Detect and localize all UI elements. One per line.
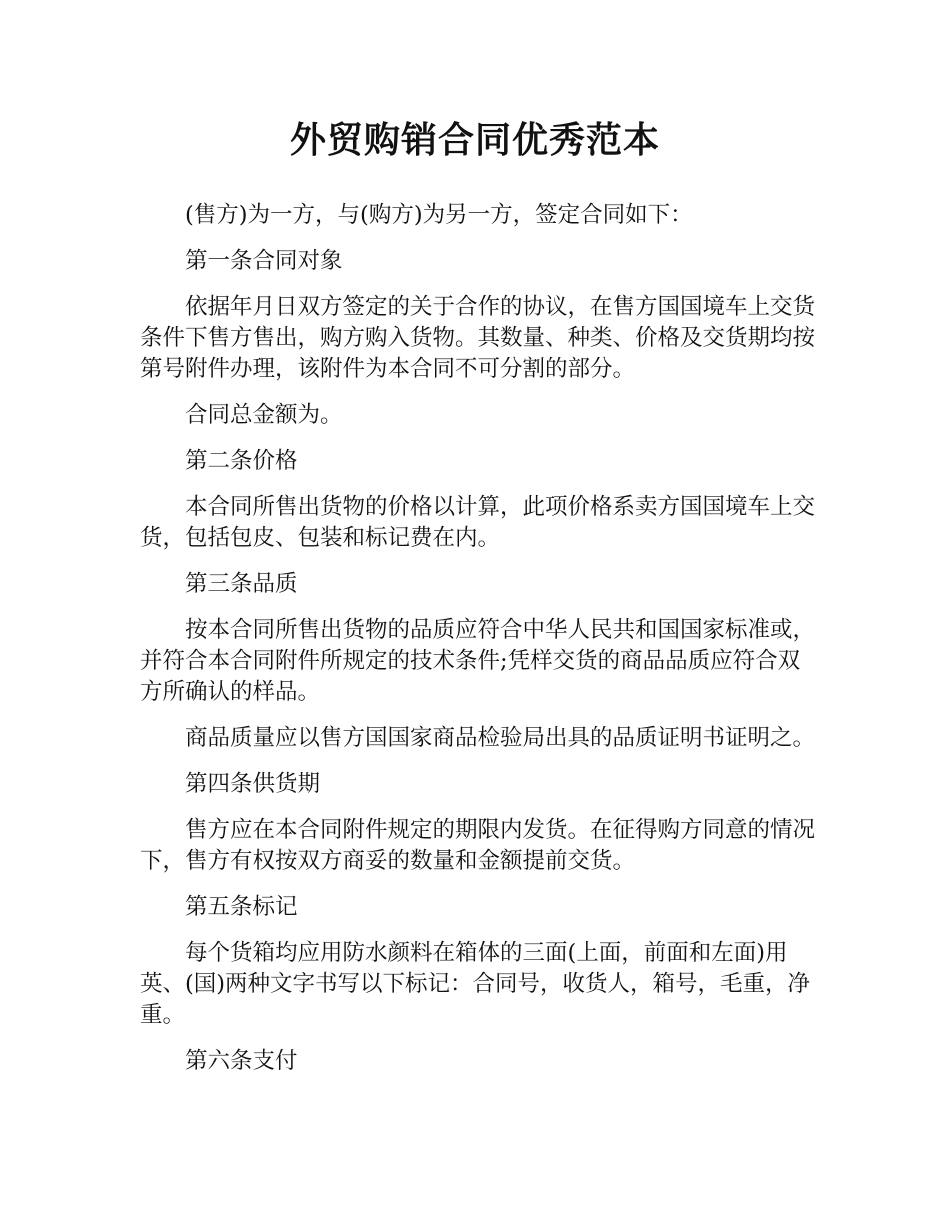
document-body — [140, 200, 820, 1092]
clause-1-paragraph-1: 依据年月日双方签定的关于合作的协议，在售方国国境车上交货条件下售方售出，购方购入货物。其数量、种类、价格及交货期均按第号附件办理，该附件为本合同不可分割的部分。 — [140, 294, 816, 382]
document-title: 外贸购销合同优秀范本 — [289, 120, 660, 161]
clause-4-heading: 第四条供货期 — [185, 771, 321, 797]
clause-3-heading: 第三条品质 — [185, 571, 298, 597]
clause-4-paragraph-1: 售方应在本合同附件规定的期限内发货。在征得购方同意的情况下，售方有权按双方商妥的数量和金额提前交货。 — [140, 817, 816, 874]
clause-5-paragraph-1: 每个货箱均应用防水颜料在箱体的三面(上面，前面和左面)用英、(国)两种文字书写以下标记：合同号，收货人，箱号，毛重，净重。 — [140, 940, 811, 1028]
clause-3-paragraph-1: 按本合同所售出货物的品质应符合中华人民共和国国家标准或，并符合本合同附件所规定的技术条件;凭样交货的商品品质应符合双方所确认的样品。 — [140, 617, 816, 705]
clause-2-paragraph-1: 本合同所售出货物的价格以计算，此项价格系卖方国国境车上交货，包括包皮、包装和标记费在内。 — [140, 494, 816, 551]
intro-paragraph: (售方)为一方，与(购方)为另一方，签定合同如下： — [185, 202, 693, 228]
clause-3-paragraph-2: 商品质量应以售方国国家商品检验局出具的品质证明书证明之。 — [185, 725, 816, 751]
clause-5-heading: 第五条标记 — [185, 894, 298, 920]
clause-1-paragraph-2: 合同总金额为。 — [185, 402, 343, 428]
clause-1-heading: 第一条合同对象 — [185, 248, 343, 274]
clause-2-heading: 第二条价格 — [185, 448, 298, 474]
clause-6-heading: 第六条支付 — [185, 1048, 298, 1074]
